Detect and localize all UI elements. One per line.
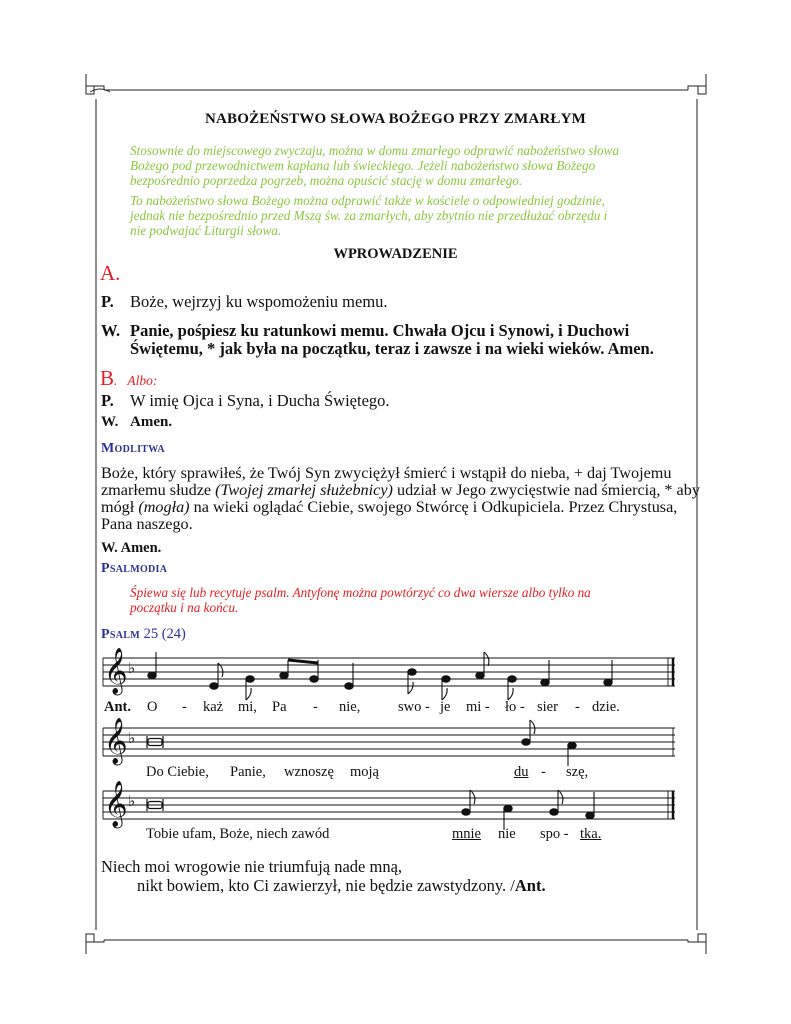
lyric-syllable: je	[440, 699, 451, 715]
lyric-syllable: dzie.	[592, 699, 620, 715]
verse-line: Niech moi wrogowie nie triumfują nade mną,	[101, 857, 403, 876]
priest-text: W imię Ojca i Syna, i Ducha Świętego.	[130, 391, 390, 410]
psalmody-heading: Psalmodia	[101, 561, 168, 576]
lyric-syllable: Pa	[272, 699, 287, 715]
lyric-word: Panie,	[230, 764, 266, 780]
lyric-word: Tobie ufam, Boże, niech zawód	[146, 826, 330, 842]
prayer-fragment: udział w Jego zwycięstwie nad śmiercią, * aby	[396, 481, 700, 499]
verse-text: nikt bowiem, kto Ci zawierzył, nie będzie zawstydzony. /	[137, 876, 515, 895]
prayer-amen: W. Amen.	[101, 540, 162, 556]
lyric-syllable: O	[147, 699, 158, 715]
page-title: NABOŻEŃSTWO SŁOWA BOŻEGO PRZY ZMARŁYM	[204, 111, 587, 127]
intro-heading: WPROWADZENIE	[333, 246, 458, 262]
verse-antiphon-ref: Ant.	[514, 876, 546, 895]
lyric-syllable: nie,	[339, 699, 361, 715]
treble-clef-icon: 𝄞	[104, 718, 128, 764]
prayer-line: Pana naszego.	[101, 515, 193, 533]
lyric-syllable: spo -	[540, 826, 569, 842]
lyric-syllable: każ	[203, 699, 224, 715]
albo-rubric: Albo:	[127, 373, 158, 388]
prayer-fragment-italic: (mogła)	[138, 498, 190, 516]
rubric-1-line: Stosownie do miejscowego zwyczaju, można w domu zmarłego odprawić nabożeństwo słowa	[130, 143, 620, 158]
rubric-2-line: jednak nie bezpośrednio przed Mszą św. za zmarłych, aby zbytnio nie przedłużać obrzędu i	[130, 208, 608, 223]
priest-label: P.	[101, 391, 114, 410]
flat-icon: ♭	[128, 729, 136, 747]
lyric-word: Do Ciebie,	[146, 764, 209, 780]
prayer-line: Boże, który sprawiłeś, że Twój Syn zwyciężył śmierć i wstąpił do nieba, + daj Twojemu	[101, 464, 672, 482]
flat-icon: ♭	[128, 792, 136, 810]
antiphon-label: Ant.	[104, 699, 131, 715]
lyric-syllable: -	[575, 699, 580, 715]
rubric-1-line: Bożego pod przewodnictwem kapłana lub świeckiego. Jeżeli nabożeństwo słowa Bożego	[130, 158, 596, 173]
prayer-fragment-italic: (Twojej zmarłej służebnicy)	[215, 481, 393, 499]
lyric-syllable: nie	[498, 826, 516, 842]
rubric-2-line: To nabożeństwo słowa Bożego można odprawić także w kościele o odpowiedniej godzinie,	[130, 193, 605, 208]
prayer-fragment: zmarłemu słudze	[101, 481, 212, 499]
response-text: Amen.	[130, 414, 173, 430]
psalmody-rubric-line: początku i na końcu.	[130, 600, 239, 615]
rubric-1-line: bezpośrednio poprzedza pogrzeb, można opuścić stację w domu zmarłego.	[130, 173, 523, 188]
lyric-accented-syllable: du	[514, 764, 529, 780]
lyric-accented-syllable: tka.	[580, 826, 602, 842]
psalmody-rubric-line: Śpiewa się lub recytuje psalm. Antyfonę można powtórzyć co dwa wiersze albo tylko na	[130, 585, 591, 600]
lyric-accented-syllable: mnie	[452, 826, 481, 842]
treble-clef-icon: 𝄞	[104, 781, 128, 827]
prayer-fragment: na wieki oglądać Ciebie, swojego Stwórcę i Odkupiciela. Przez Chrystusa,	[193, 498, 678, 516]
response-line: Panie, pośpiesz ku ratunkowi memu. Chwała Ojcu i Synowi, i Duchowi	[130, 321, 630, 340]
lyric-word: moją	[350, 764, 379, 780]
psalm-label: Psalm	[101, 627, 140, 642]
response-line: Świętemu, * jak była na początku, teraz i zawsze i na wieki wieków. Amen.	[130, 339, 654, 358]
prayer-fragment: mógł	[101, 498, 135, 516]
psalm-number: 25 (24)	[143, 626, 186, 642]
lyric-syllable: mi,	[238, 699, 257, 715]
priest-label: P.	[101, 292, 114, 311]
lyric-syllable: swo -	[398, 699, 430, 715]
section-b-letter: B	[100, 366, 115, 390]
lyric-syllable: -	[313, 699, 318, 715]
verse-line	[137, 876, 546, 896]
lyric-syllable: szę,	[566, 764, 589, 780]
lyric-syllable: -	[182, 699, 187, 715]
flat-icon: ♭	[128, 659, 136, 677]
priest-text: Boże, wejrzyj ku wspomożeniu memu.	[130, 292, 388, 311]
response-label: W.	[101, 414, 119, 430]
rubric-2-line: nie podwajać Liturgii słowa.	[130, 223, 282, 238]
response-label: W.	[101, 321, 121, 340]
prayer-heading: Modlitwa	[101, 441, 165, 456]
lyric-syllable: ło -	[505, 699, 525, 715]
lyric-word: wznoszę	[284, 764, 334, 780]
lyric-syllable: mi -	[466, 699, 490, 715]
section-a-marker: A.	[100, 261, 121, 285]
lyric-syllable: sier	[537, 699, 558, 715]
section-b-dot: .	[114, 373, 118, 388]
lyric-syllable: -	[541, 764, 546, 780]
treble-clef-icon: 𝄞	[104, 648, 128, 694]
